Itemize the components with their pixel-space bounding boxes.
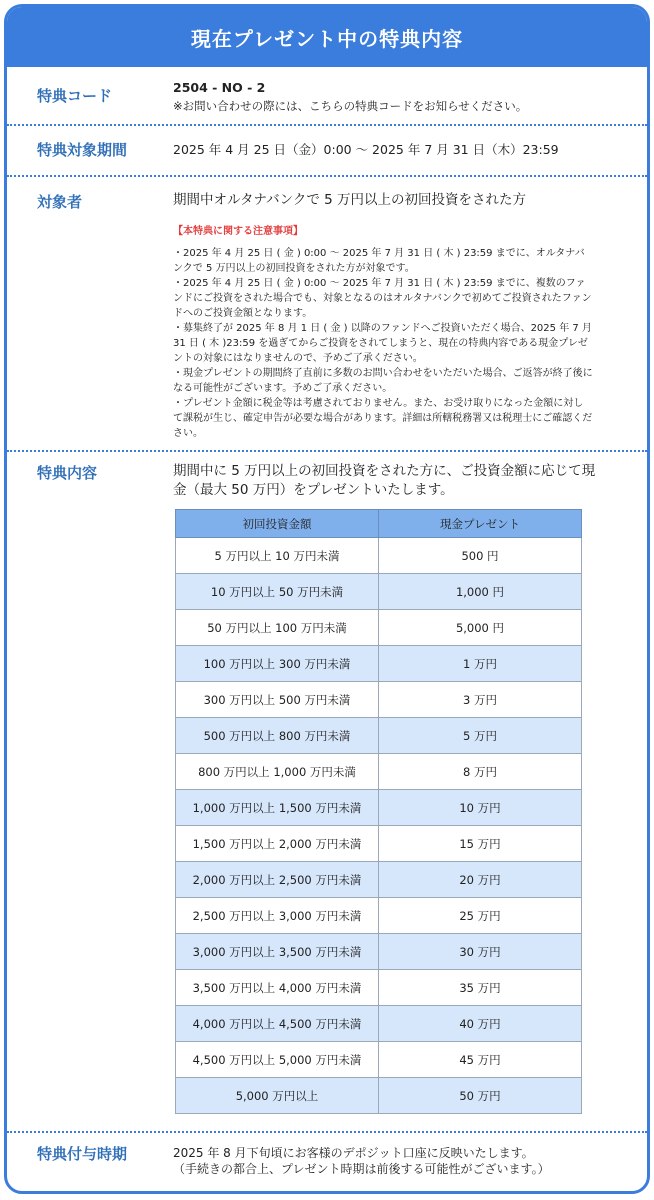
amount-cell: 3,000 万円以上 3,500 万円未満 — [176, 934, 379, 970]
notice-title: 【本特典に関する注意事項】 — [173, 226, 303, 237]
code-label: 特典コード — [37, 87, 113, 105]
table-row — [176, 574, 582, 610]
cash-cell: 20 万円 — [379, 862, 582, 898]
notice-item: ・現金プレゼントの期間終了直前に多数のお問い合わせをいただいた場合、ご返答が終了後になる可能性がございます。予めご了承ください。 — [173, 368, 593, 394]
benefit-label: 特典内容 — [37, 464, 98, 482]
period-label: 特典対象期間 — [37, 141, 128, 159]
code-value: 2504 - NO - 2 — [173, 80, 266, 95]
table-row — [176, 610, 582, 646]
cash-cell: 1,000 円 — [379, 574, 582, 610]
notice-item: ・プレゼント金額に税金等は考慮されておりません。また、お受け取りになった金額に対して課税が生じ、確定申告が必要な場合があります。詳細は所轄税務署又は税理士にご確認ください。 — [173, 398, 593, 439]
notice-item: ・2025 年 4 月 25 日 ( 金 ) 0:00 〜 2025 年 7 月 31 日 ( 木 ) 23:59 までに、複数のファンドにご投資をされた場合でも、対象となるのはオルタナバンクで初めてご投資されたファンドへのご投資金額となります。 — [173, 278, 592, 319]
amount-cell: 4,500 万円以上 5,000 万円未満 — [176, 1042, 379, 1078]
cash-cell: 40 万円 — [379, 1006, 582, 1042]
divider — [7, 124, 647, 126]
amount-cell: 2,000 万円以上 2,500 万円未満 — [176, 862, 379, 898]
divider — [7, 1131, 647, 1133]
amount-cell: 4,000 万円以上 4,500 万円未満 — [176, 1006, 379, 1042]
code-content — [173, 80, 613, 114]
cash-cell: 25 万円 — [379, 898, 582, 934]
cash-cell: 10 万円 — [379, 790, 582, 826]
table-row — [176, 682, 582, 718]
table-row — [176, 718, 582, 754]
cash-cell: 50 万円 — [379, 1078, 582, 1114]
target-value: 期間中オルタナバンクで 5 万円以上の初回投資をされた方 — [173, 192, 527, 208]
target-label: 対象者 — [37, 193, 83, 211]
grant-line-2: （手続きの都合上、プレゼント時期は前後する可能性がございます。） — [173, 1162, 550, 1176]
notice-list — [173, 246, 593, 441]
table-row — [176, 1042, 582, 1078]
cash-cell: 8 万円 — [379, 754, 582, 790]
grant-line-1: 2025 年 8 月下旬頃にお客様のデポジット口座に反映いたします。 — [173, 1146, 534, 1160]
benefit-table — [175, 509, 582, 1114]
benefit-text: 期間中に 5 万円以上の初回投資をされた方に、ご投資金額に応じて現金（最大 50 万円）をプレゼントいたします。 — [173, 463, 596, 498]
table-header-row — [176, 510, 582, 538]
amount-cell: 5 万円以上 10 万円未満 — [176, 538, 379, 574]
cash-cell: 500 円 — [379, 538, 582, 574]
amount-cell: 1,500 万円以上 2,000 万円未満 — [176, 826, 379, 862]
table-row — [176, 862, 582, 898]
amount-cell: 5,000 万円以上 — [176, 1078, 379, 1114]
table-header-amount: 初回投資金額 — [176, 510, 379, 538]
table-row — [176, 826, 582, 862]
benefit-card — [4, 4, 650, 1194]
amount-cell: 1,000 万円以上 1,500 万円未満 — [176, 790, 379, 826]
amount-cell: 2,500 万円以上 3,000 万円未満 — [176, 898, 379, 934]
cash-cell: 45 万円 — [379, 1042, 582, 1078]
table-header-cash: 現金プレゼント — [379, 510, 582, 538]
table-row — [176, 790, 582, 826]
cash-cell: 5,000 円 — [379, 610, 582, 646]
notice-item: ・募集終了が 2025 年 8 月 1 日 ( 金 ) 以降のファンドへご投資いただく場合、2025 年 7 月 31 日 ( 木 )23:59 を過ぎてからご投資をされてしまうと、現在の特典内容である現金プレゼントの対象にはなりませんので、予めご了承ください。 — [173, 323, 592, 364]
cash-cell: 15 万円 — [379, 826, 582, 862]
table-row — [176, 970, 582, 1006]
amount-cell: 500 万円以上 800 万円未満 — [176, 718, 379, 754]
cash-cell: 1 万円 — [379, 646, 582, 682]
amount-cell: 100 万円以上 300 万円未満 — [176, 646, 379, 682]
target-content — [173, 192, 613, 441]
grant-label: 特典付与時期 — [37, 1145, 128, 1163]
table-row — [176, 934, 582, 970]
amount-cell: 800 万円以上 1,000 万円未満 — [176, 754, 379, 790]
table-row — [176, 898, 582, 934]
amount-cell: 50 万円以上 100 万円未満 — [176, 610, 379, 646]
amount-cell: 300 万円以上 500 万円未満 — [176, 682, 379, 718]
table-row — [176, 754, 582, 790]
amount-cell: 3,500 万円以上 4,000 万円未満 — [176, 970, 379, 1006]
table-row — [176, 646, 582, 682]
divider — [7, 175, 647, 177]
code-note: ※お問い合わせの際には、こちらの特典コードをお知らせください。 — [173, 99, 528, 113]
period-value: 2025 年 4 月 25 日（金）0:00 〜 2025 年 7 月 31 日（木）23:59 — [173, 142, 559, 157]
amount-cell: 10 万円以上 50 万円未満 — [176, 574, 379, 610]
cash-cell: 30 万円 — [379, 934, 582, 970]
page-title: 現在プレゼント中の特典内容 — [7, 7, 647, 67]
table-row — [176, 1078, 582, 1114]
divider — [7, 450, 647, 452]
table-row — [176, 538, 582, 574]
table-row — [176, 1006, 582, 1042]
cash-cell: 3 万円 — [379, 682, 582, 718]
cash-cell: 35 万円 — [379, 970, 582, 1006]
grant-content — [173, 1145, 613, 1177]
cash-cell: 5 万円 — [379, 718, 582, 754]
notice-item: ・2025 年 4 月 25 日 ( 金 ) 0:00 〜 2025 年 7 月 31 日 ( 木 ) 23:59 までに、オルタナバンクで 5 万円以上の初回投資をされた方が対象です。 — [173, 248, 585, 274]
